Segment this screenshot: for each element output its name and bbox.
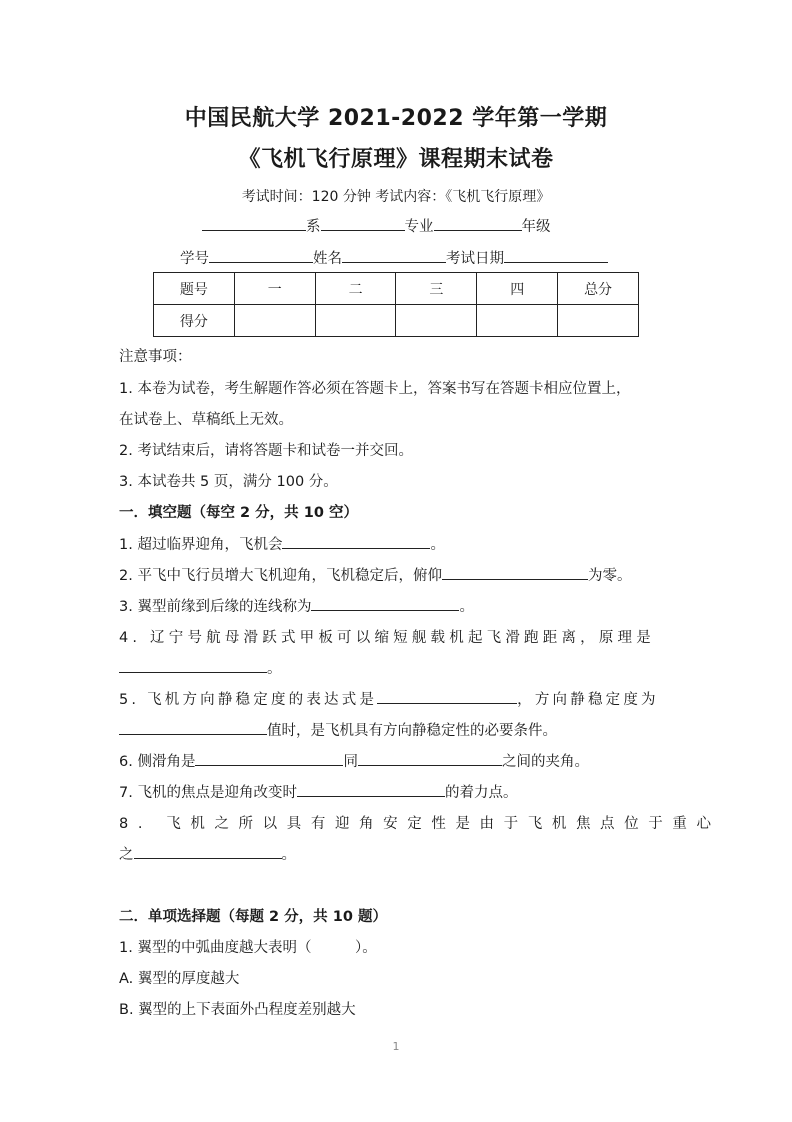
question-text: 之 (119, 847, 134, 863)
score-header-cell: 总分 (558, 273, 639, 305)
score-cell (315, 305, 396, 337)
notes-item2: 2. 考试结束后，请将答题卡和试卷一并交回。 (119, 443, 413, 459)
score-table (153, 272, 639, 337)
answer-blank (311, 596, 459, 611)
grade-label: 年级 (521, 219, 551, 235)
question-1-5-line1 (119, 688, 659, 709)
section2-heading: 二．单项选择题（每题 2 分，共 10 题） (119, 909, 387, 925)
question-1-1 (119, 533, 445, 554)
notes-item1-line1: 1. 本卷为试卷，考生解题作答必须在答题卡上，答案书写在答题卡相应位置上， (119, 381, 631, 397)
answer-blank (119, 658, 267, 673)
question-2-1: 1. 翼型的中弧曲度越大表明（ ）。 (119, 940, 377, 956)
exam-date-label: 考试日期 (446, 251, 504, 267)
answer-blank (358, 751, 502, 766)
option-b: B. 翼型的上下表面外凸程度差别越大 (119, 1002, 356, 1018)
score-header-cell: 二 (315, 273, 396, 305)
notes-item3: 3. 本试卷共 5 页，满分 100 分。 (119, 474, 338, 490)
question-1-3 (119, 595, 474, 616)
score-header-cell: 一 (234, 273, 315, 305)
exam-title-line2: 《飞机飞行原理》课程期末试卷 (238, 147, 554, 172)
question-text: 为零。 (587, 568, 632, 584)
student-id-blank (209, 248, 313, 263)
question-text: 值时，是飞机具有方向静稳定性的必要条件。 (267, 723, 557, 739)
grade-blank (434, 216, 522, 231)
answer-blank (134, 844, 282, 859)
option-a: A. 翼型的厚度越大 (119, 971, 240, 987)
exam-date-blank (504, 248, 608, 263)
question-text: 2. 平飞中飞行员增大飞机迎角，飞机稳定后，俯仰 (119, 568, 442, 584)
student-id-label: 学号 (180, 251, 209, 267)
question-1-4-line1: 4. 辽宁号航母滑跃式甲板可以缩短舰载机起飞滑跑距离，原理是 (119, 630, 655, 646)
question-text: 3. 翼型前缘到后缘的连线称为 (119, 599, 312, 615)
question-text: 7. 飞机的焦点是迎角改变时 (119, 785, 297, 801)
question-1-2 (119, 564, 631, 585)
major-blank (321, 216, 405, 231)
answer-blank (282, 534, 430, 549)
score-header-cell: 三 (396, 273, 477, 305)
exam-info: 考试时间：120 分钟 考试内容：《飞机飞行原理》 (241, 189, 551, 205)
score-header-cell: 四 (477, 273, 558, 305)
question-text: 。 (459, 599, 474, 615)
question-text: 。 (430, 537, 445, 553)
name-label: 姓名 (313, 251, 342, 267)
answer-blank (377, 689, 517, 704)
question-text: 的着力点。 (444, 785, 518, 801)
answer-blank (297, 782, 445, 797)
score-table-header-row (154, 273, 639, 305)
question-1-8-line2 (119, 843, 296, 864)
answer-blank (442, 565, 588, 580)
student-info-line1 (202, 215, 551, 236)
score-cell (477, 305, 558, 337)
department-label: 系 (306, 219, 321, 235)
question-text: 1. 超过临界迎角，飞机会 (119, 537, 283, 553)
question-text: 。 (267, 661, 282, 677)
score-table-score-row (154, 305, 639, 337)
score-cell (396, 305, 477, 337)
exam-title-line1: 中国民航大学 2021-2022 学年第一学期 (184, 106, 608, 131)
score-cell (558, 305, 639, 337)
score-cell (234, 305, 315, 337)
question-1-8-line1: 8. 飞机之所以具有迎角安定性是由于飞机焦点位于重心 (119, 816, 721, 832)
answer-blank (195, 751, 343, 766)
notes-title: 注意事项： (119, 349, 192, 365)
answer-blank (119, 720, 267, 735)
notes-item1-line2: 在试卷上、草稿纸上无效。 (119, 412, 293, 428)
question-1-4-line2 (119, 657, 282, 678)
question-text: ，方向静稳定度为 (517, 692, 659, 708)
page-number: 1 (392, 1040, 400, 1053)
department-blank (202, 216, 306, 231)
question-text: 之间的夹角。 (501, 754, 589, 770)
question-1-7 (119, 781, 517, 802)
major-label: 专业 (404, 219, 434, 235)
student-info-line2 (180, 247, 608, 268)
section1-heading: 一．填空题（每空 2 分，共 10 空） (119, 505, 358, 521)
score-header-cell: 题号 (154, 273, 235, 305)
question-text: 6. 侧滑角是 (119, 754, 196, 770)
score-row-label: 得分 (154, 305, 235, 337)
name-blank (342, 248, 446, 263)
question-text: 5. 飞机方向静稳定度的表达式是 (119, 692, 378, 708)
question-text: 同 (343, 754, 358, 770)
question-1-6 (119, 750, 589, 771)
question-text: 。 (281, 847, 296, 863)
question-1-5-line2 (119, 719, 557, 740)
